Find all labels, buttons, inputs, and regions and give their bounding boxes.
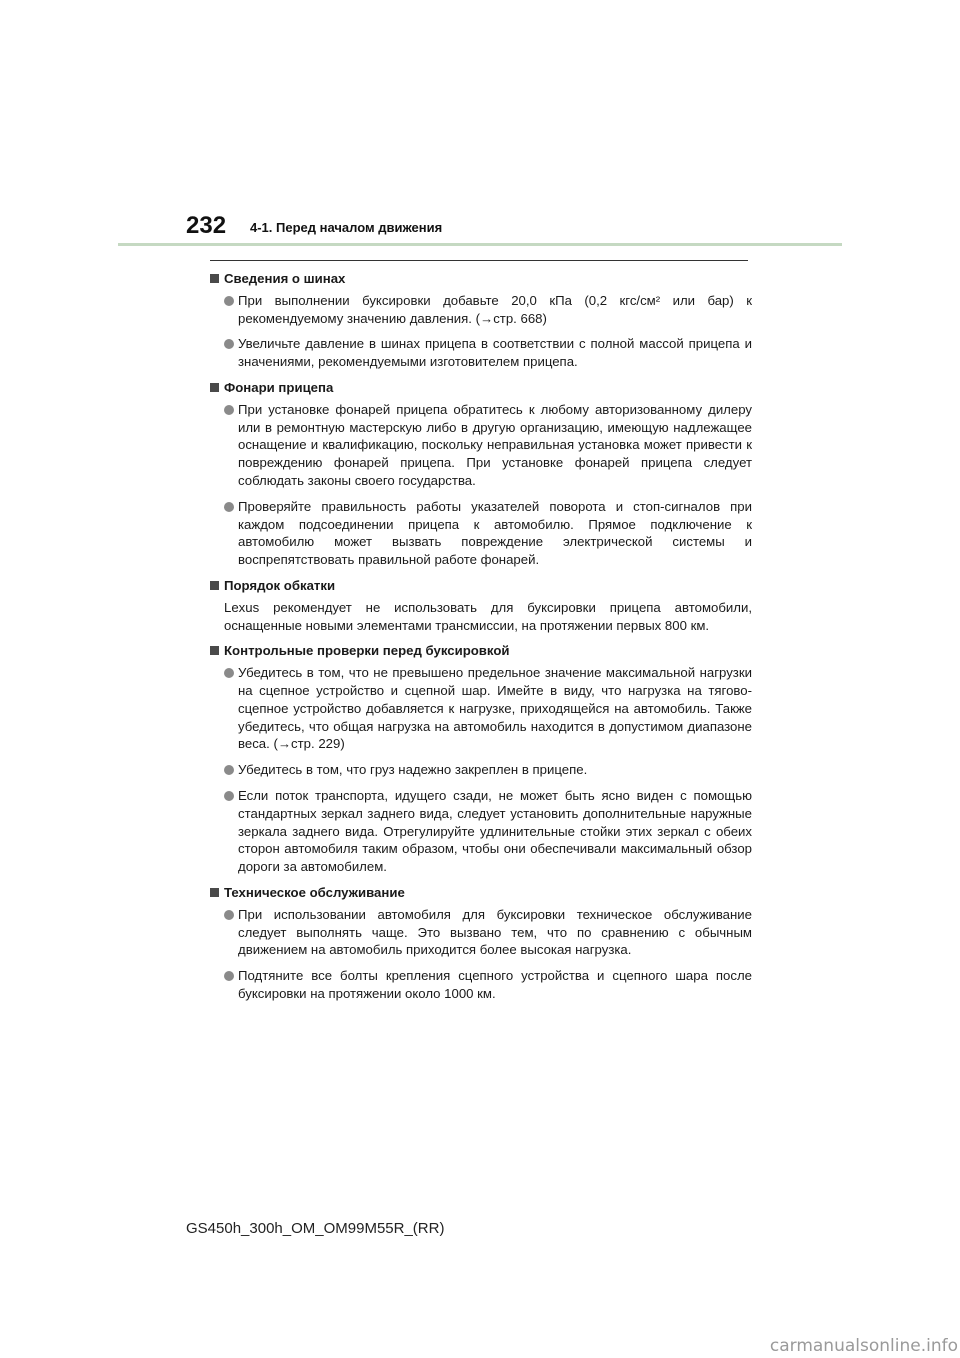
section-heading-trailer-lights — [210, 379, 752, 397]
footer-code: GS450h_300h_OM_OM99M55R_(RR) — [186, 1220, 445, 1237]
list-item — [210, 664, 752, 753]
section-heading-text: Техническое обслуживание — [224, 884, 405, 900]
bullet-text: Подтяните все болты крепления сцепного устройства и сцепного шара после буксировки на протяжении около 1000 км. — [238, 968, 752, 1001]
square-bullet-icon — [210, 581, 219, 590]
section-heading-pre-towing-checks — [210, 642, 752, 660]
square-bullet-icon — [210, 274, 219, 283]
list-item — [210, 498, 752, 569]
square-bullet-icon — [210, 646, 219, 655]
circle-bullet-icon — [224, 668, 234, 678]
list-item — [210, 906, 752, 959]
watermark: carmanualsonline.info — [769, 1336, 958, 1356]
circle-bullet-icon — [224, 502, 234, 512]
circle-bullet-icon — [224, 405, 234, 415]
list-item — [210, 292, 752, 328]
bullet-text: При выполнении буксировки добавьте 20,0 кПа (0,2 кгс/см² или бар) к рекомендуемому значению давления. (→стр. 668) — [238, 292, 752, 326]
list-item — [210, 761, 752, 779]
circle-bullet-icon — [224, 791, 234, 801]
section-heading-tires — [210, 270, 752, 288]
list-item — [210, 335, 752, 371]
bullet-text: Если поток транспорта, идущего сзади, не может быть ясно виден с помощью стандартных зеркал заднего вида, следует установить дополнительные наружные зеркала заднего вида. Отрегулируйте удлинительные стойки этих зеркал с обеих сторон автомобиля таким образом, чтобы они обеспечивали максимальный обзор дороги за автомобилем. — [238, 787, 752, 875]
square-bullet-icon — [210, 888, 219, 897]
bullet-text: Проверяйте правильность работы указателей поворота и стоп-сигналов при каждом подсоединении прицепа к автомобилю. Прямое подключение к автомобилю может вызвать повреждение электрической системы и воспрепятствовать правильной работе фонарей. — [238, 498, 752, 568]
content-rule — [210, 260, 748, 261]
section-heading-break-in — [210, 577, 752, 595]
circle-bullet-icon — [224, 971, 234, 981]
square-bullet-icon — [210, 383, 219, 392]
section-heading-maintenance — [210, 884, 752, 902]
list-item — [210, 787, 752, 876]
list-item — [210, 967, 752, 1003]
bullet-text: Убедитесь в том, что груз надежно закреплен в прицепе. — [238, 762, 588, 778]
circle-bullet-icon — [224, 339, 234, 349]
circle-bullet-icon — [224, 296, 234, 306]
bullet-text: При установке фонарей прицепа обратитесь к любому авторизованному дилеру или в ремонтную мастерскую либо в другую организацию, имеющую надлежащее оснащение и квалификацию, поскольку неправильная установка может привести к повреждению фонарей прицепа. При установке фонарей прицепа следует соблюдать законы своего государства. — [238, 401, 752, 488]
section-heading-text: Порядок обкатки — [224, 577, 336, 593]
bullet-text: Увеличьте давление в шинах прицепа в соответствии с полной массой прицепа и значениями, рекомендуемыми изготовителем прицепа. — [238, 336, 752, 370]
bullet-text: При использовании автомобиля для буксировки техническое обслуживание следует выполнять чаще. Это вызвано тем, что по сравнению с обычным движением на автомобиль приходится более высокая нагрузка. — [238, 906, 752, 958]
circle-bullet-icon — [224, 765, 234, 775]
list-item — [210, 401, 752, 490]
section-title: 4-1. Перед началом движения — [250, 220, 443, 235]
section-paragraph: Lexus рекомендует не использовать для буксировки прицепа автомобили, оснащенные новыми элементами трансмиссии, на протяжении первых 800 км. — [224, 599, 752, 633]
section-heading-text: Сведения о шинах — [224, 271, 346, 286]
header-rule — [118, 243, 842, 246]
bullet-text: Убедитесь в том, что не превышено предельное значение максимальной нагрузки на сцепное устройство и сцепной шар. Имейте в виду, что нагрузка на тягово-сцепное устройство добавляется к нагрузке, приходящейся на автомобиль. Также убедитесь, что общая нагрузка на автомобиль находится в допустимом диапазоне веса. (→стр. 229) — [238, 665, 752, 752]
section-heading-text: Фонари прицепа — [224, 379, 334, 395]
page-content — [210, 264, 752, 1011]
page-number: 232 — [186, 212, 227, 239]
circle-bullet-icon — [224, 910, 234, 920]
section-heading-text: Контрольные проверки перед буксировкой — [224, 643, 510, 659]
